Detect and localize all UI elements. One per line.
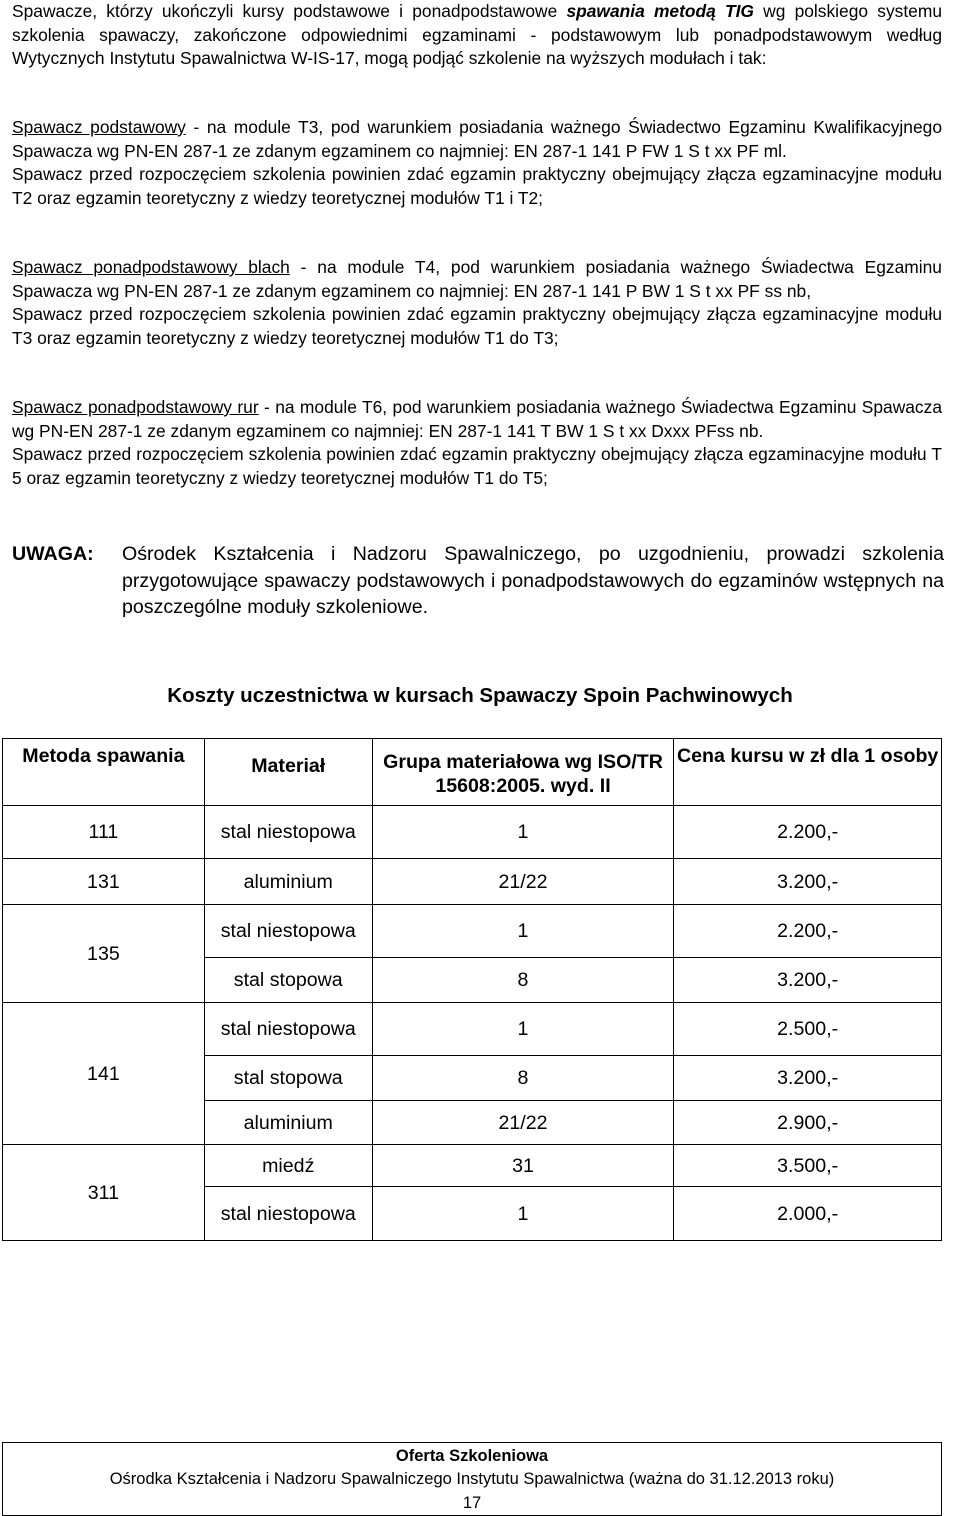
section-pipes-requirements: Spawacz przed rozpoczęciem szkolenia powinien zdać egzamin praktyczny obejmujący złącza egzaminacyjne modułu T 5 oraz egzamin teoretyczny z wiedzy teoretycznej modułów T1 do T5;	[12, 444, 942, 488]
page-number: 17	[462, 1494, 482, 1512]
cell-method: 131	[3, 859, 205, 905]
cell-group: 8	[372, 1056, 674, 1101]
costs-title: Koszty uczestnictwa w kursach Spawaczy Spoin Pachwinowych	[167, 684, 793, 707]
cell-group: 1	[372, 806, 674, 859]
cell-price: 3.200,-	[674, 1056, 942, 1101]
cell-group: 1	[372, 905, 674, 958]
intro-text-start: Spawacze, którzy ukończyli kursy podstawowe i ponadpodstawowe	[12, 1, 567, 21]
header-material: Materiał	[204, 739, 372, 806]
costs-header-row	[3, 739, 942, 806]
cell-price: 3.500,-	[674, 1145, 942, 1187]
table-row	[3, 806, 942, 859]
cell-material: aluminium	[204, 859, 372, 905]
cell-group: 21/22	[372, 859, 674, 905]
section-pipes-conditions: - na module T6, pod warunkiem posiadania ważnego Świadectwa Egzaminu Spawacza wg PN-EN 287-1 ze zdanym egzaminem co najmniej: EN 287-1 141 T BW 1 S t xx Dxxx PFss nb.	[12, 397, 942, 441]
cell-price: 3.200,-	[674, 859, 942, 905]
section-pipes-heading: Spawacz ponadpodstawowy rur	[12, 397, 259, 417]
cell-material: stal niestopowa	[204, 1003, 372, 1056]
cell-group: 21/22	[372, 1101, 674, 1145]
cell-price: 2.900,-	[674, 1101, 942, 1145]
cell-material: stal stopowa	[204, 958, 372, 1003]
header-method: Metoda spawania	[3, 739, 205, 806]
cell-group: 31	[372, 1145, 674, 1187]
cell-method: 135	[3, 905, 205, 1003]
notice-label: UWAGA:	[12, 543, 94, 565]
section-plates	[12, 256, 942, 350]
cell-price: 2.000,-	[674, 1187, 942, 1241]
notice-text: Ośrodek Kształcenia i Nadzoru Spawalniczego, po uzgodnieniu, prowadzi szkolenia przygotowujące spawaczy podstawowych i ponadpodstawowych do egzaminów wstępnych na poszczególne moduły szkoleniowe.	[122, 543, 944, 619]
cell-material: stal niestopowa	[204, 905, 372, 958]
section-plates-conditions: - na module T4, pod warunkiem posiadania ważnego Świadectwa Egzaminu Spawacza wg PN-EN 287-1 ze zdanym egzaminem co najmniej: EN 287-1 141 P BW 1 S t xx PF ss nb,	[12, 257, 942, 301]
section-plates-requirements: Spawacz przed rozpoczęciem szkolenia powinien zdać egzamin praktyczny obejmujący złącza egzaminacyjne modułu T3 oraz egzamin teoretyczny z wiedzy teoretycznej modułów T1 do T3;	[12, 304, 942, 348]
section-plates-heading: Spawacz ponadpodstawowy blach	[12, 257, 290, 277]
table-row	[3, 1003, 942, 1056]
section-basic	[12, 116, 942, 210]
section-pipes	[12, 396, 942, 490]
page-footer	[2, 1442, 942, 1516]
footer-line: Ośrodka Kształcenia i Nadzoru Spawalniczego Instytutu Spawalnictwa (ważna do 31.12.2013 roku)	[109, 1470, 835, 1488]
cell-price: 2.200,-	[674, 806, 942, 859]
cell-material: aluminium	[204, 1101, 372, 1145]
intro-method-emphasis: spawania metodą TIG	[566, 1, 754, 21]
intro-text-end: wg polskiego systemu szkolenia spawaczy, zakończone odpowiednimi egzaminami - podstawowym lub ponadpodstawowym według Wytycznych Instytutu Spawalnictwa W-IS-17, mogą podjąć szkolenie na wyższych modułach i tak:	[12, 1, 943, 69]
cell-method: 311	[3, 1145, 205, 1241]
table-row	[3, 1145, 942, 1187]
intro-paragraph	[12, 0, 942, 71]
table-row	[3, 905, 942, 958]
section-basic-heading: Spawacz podstawowy	[12, 117, 186, 137]
header-price: Cena kursu w zł dla 1 osoby	[674, 739, 942, 806]
cell-method: 141	[3, 1003, 205, 1145]
cell-price: 2.500,-	[674, 1003, 942, 1056]
cell-group: 8	[372, 958, 674, 1003]
costs-table	[2, 738, 942, 1241]
cell-material: stal niestopowa	[204, 1187, 372, 1241]
footer-title: Oferta Szkoleniowa	[395, 1447, 549, 1465]
table-row	[3, 859, 942, 905]
cell-price: 2.200,-	[674, 905, 942, 958]
section-basic-requirements: Spawacz przed rozpoczęciem szkolenia powinien zdać egzamin praktyczny obejmujący złącza egzaminacyjne modułu T2 oraz egzamin teoretyczny z wiedzy teoretycznej modułów T1 i T2;	[12, 164, 942, 208]
section-basic-conditions: - na module T3, pod warunkiem posiadania ważnego Świadectwo Egzaminu Kwalifikacyjnego Spawacza wg PN-EN 287-1 ze zdanym egzaminem co najmniej: EN 287-1 141 P FW 1 S t xx PF ml.	[12, 117, 942, 161]
cell-method: 111	[3, 806, 205, 859]
cell-material: stal stopowa	[204, 1056, 372, 1101]
cell-group: 1	[372, 1187, 674, 1241]
cell-group: 1	[372, 1003, 674, 1056]
cell-material: stal niestopowa	[204, 806, 372, 859]
cell-price: 3.200,-	[674, 958, 942, 1003]
header-group: Grupa materiałowa wg ISO/TR 15608:2005. wyd. II	[372, 739, 674, 806]
cell-material: miedź	[204, 1145, 372, 1187]
